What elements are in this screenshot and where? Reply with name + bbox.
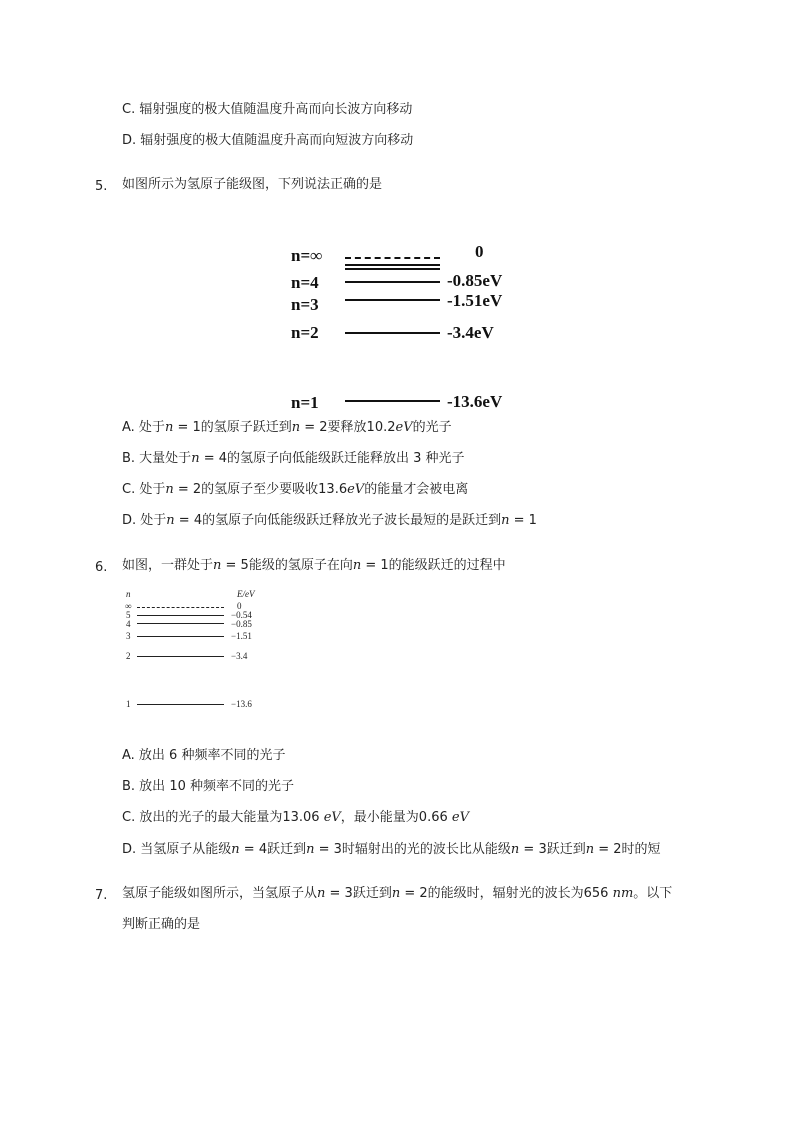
q7-number: 7.: [95, 888, 108, 903]
q6-stem: 如图，一群处于n = 5能级的氢原子在向n = 1的能级跃迁的过程中: [122, 558, 506, 573]
level-line-high-1: [345, 264, 440, 266]
fig-header-n: n: [126, 589, 131, 599]
level-line-high-2: [345, 268, 440, 270]
level-line-3: [345, 299, 440, 301]
q5-option-a: A. 处于n = 1的氢原子跃迁到n = 2要释放10.2eV的光子: [122, 420, 452, 435]
fig-level-n-2: 2: [126, 651, 131, 661]
level-label-inf: n=∞: [291, 246, 323, 265]
level-energy-2: -3.4eV: [447, 323, 494, 342]
level-label-4: n=4: [291, 273, 319, 292]
fig-level-n-1: 1: [126, 699, 131, 709]
fig-level-line-2: [137, 656, 224, 657]
q5-option-d: D. 处于n = 4的氢原子向低能级跃迁释放光子波长最短的是跃迁到n = 1: [122, 513, 537, 528]
fig-level-line-inf: [137, 607, 224, 608]
q4-option-c: C. 辐射强度的极大值随温度升高而向长波方向移动: [122, 102, 413, 117]
q5-option-b: B. 大量处于n = 4的氢原子向低能级跃迁能释放出 3 种光子: [122, 451, 465, 466]
level-energy-3: -1.51eV: [447, 291, 503, 310]
q5-number: 5.: [95, 179, 108, 194]
fig-header-energy: E/eV: [237, 589, 255, 599]
fig-level-e-5: −0.54: [231, 610, 252, 620]
q6-option-a: A. 放出 6 种频率不同的光子: [122, 748, 286, 763]
q6-number: 6.: [95, 560, 108, 575]
fig-level-e-1: −13.6: [231, 699, 252, 709]
q7-stem-line1: 氢原子能级如图所示，当氢原子从n = 3跃迁到n = 2的能级时，辐射光的波长为656 nm。以下: [122, 886, 673, 901]
fig-level-e-3: −1.51: [231, 631, 252, 641]
fig-level-line-3: [137, 636, 224, 637]
fig-level-line-5: [137, 615, 224, 616]
level-energy-4: -0.85eV: [447, 271, 503, 290]
q5-stem: 如图所示为氢原子能级图，下列说法正确的是: [122, 177, 383, 192]
fig-level-e-inf: 0: [237, 601, 242, 611]
level-label-2: n=2: [291, 323, 319, 342]
fig-level-line-4: [137, 623, 224, 624]
level-energy-inf: 0: [475, 242, 484, 261]
level-line-inf: [345, 257, 440, 259]
level-line-1: [345, 400, 440, 402]
q6-option-b: B. 放出 10 种频率不同的光子: [122, 779, 294, 794]
level-line-4: [345, 281, 440, 283]
level-line-2: [345, 332, 440, 334]
level-energy-1: -13.6eV: [447, 392, 503, 411]
q4-option-d: D. 辐射强度的极大值随温度升高而向短波方向移动: [122, 133, 414, 148]
q6-option-d: D. 当氢原子从能级n = 4跃迁到n = 3时辐射出的光的波长比从能级n = 3跃迁到n = 2时的短: [122, 842, 661, 857]
level-label-3: n=3: [291, 295, 319, 314]
fig-level-n-5: 5: [126, 610, 131, 620]
q5-option-c: C. 处于n = 2的氢原子至少要吸收13.6eV的能量才会被电离: [122, 482, 469, 497]
q6-option-c: C. 放出的光子的最大能量为13.06 eV，最小能量为0.66 eV: [122, 810, 469, 825]
fig-level-line-1: [137, 704, 224, 705]
fig-level-e-2: −3.4: [231, 651, 248, 661]
fig-level-n-inf: ∞: [125, 601, 132, 611]
fig-level-n-3: 3: [126, 631, 131, 641]
level-label-1: n=1: [291, 393, 319, 412]
fig-level-n-4: 4: [126, 619, 131, 629]
q7-stem-line2: 判断正确的是: [122, 917, 201, 932]
fig-level-e-4: −0.85: [231, 619, 252, 629]
